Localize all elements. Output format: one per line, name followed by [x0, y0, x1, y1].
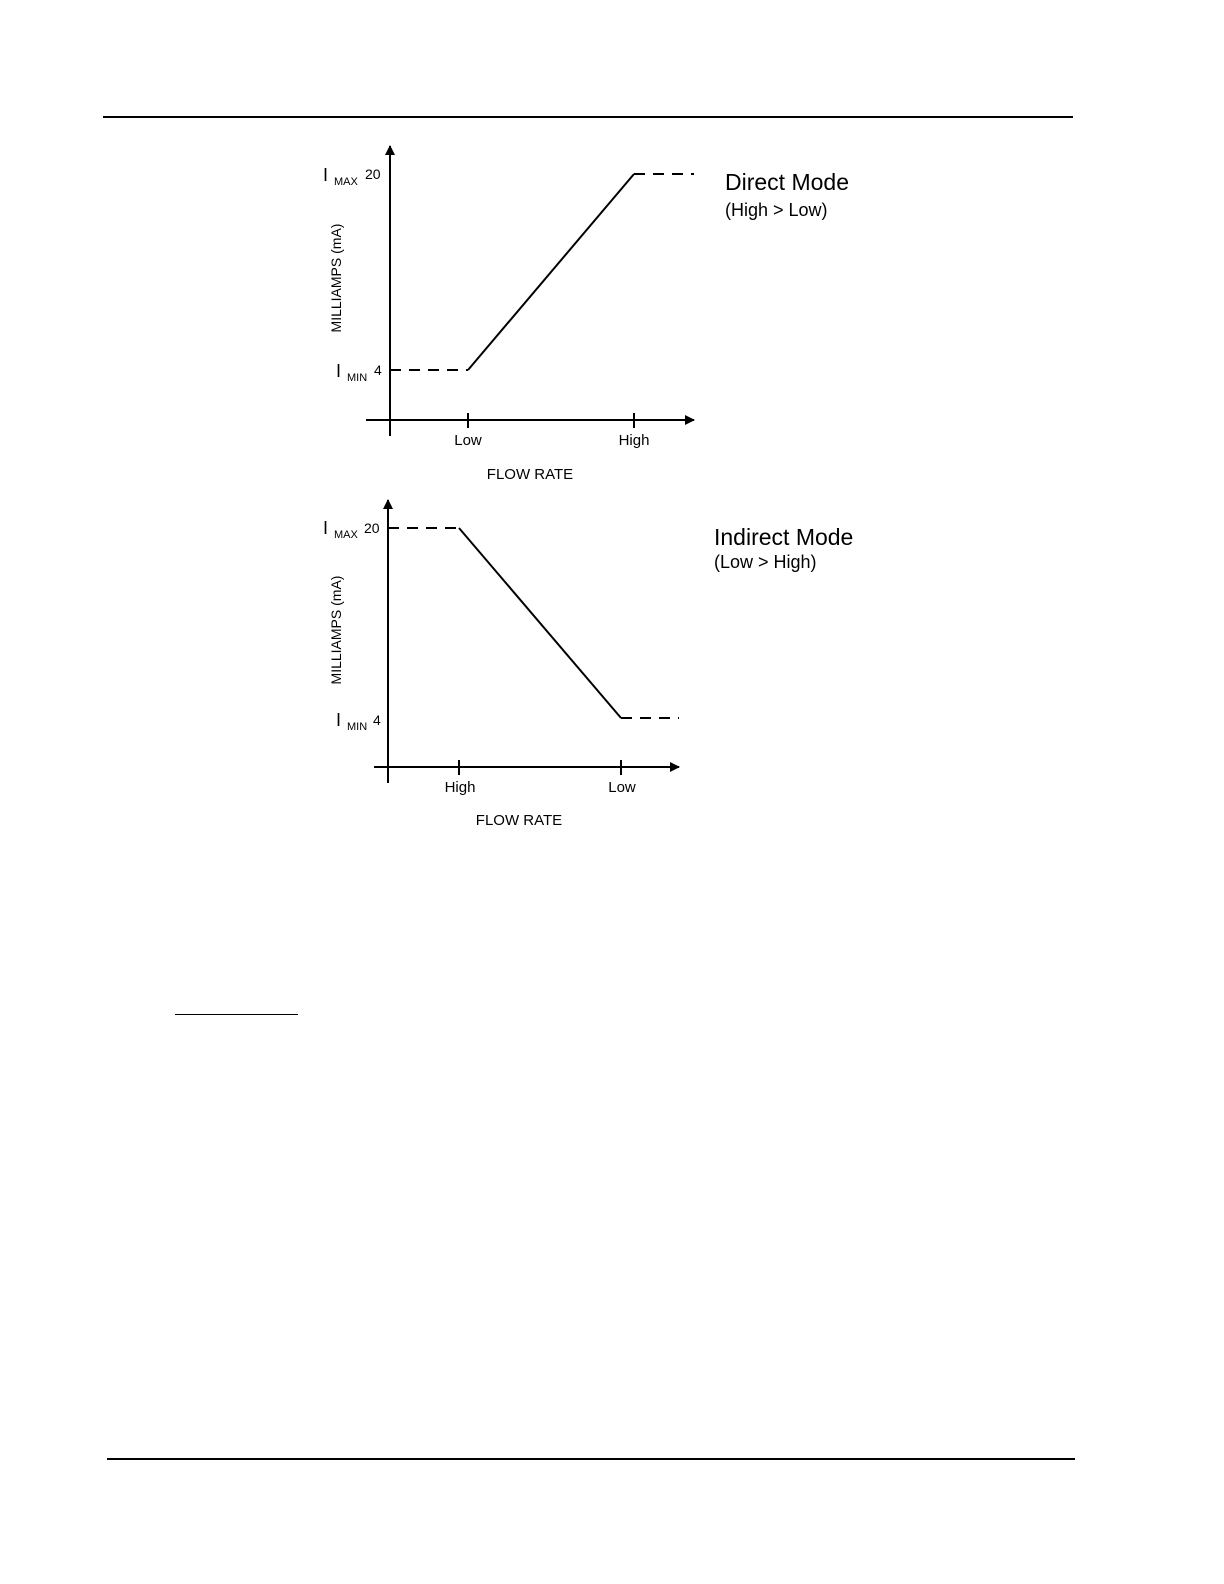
- indirect-ymin-sub: MIN: [347, 721, 368, 733]
- indirect-x-axis-label: FLOW RATE: [475, 812, 563, 829]
- direct-series-segment-1: [468, 174, 634, 370]
- direct-xtick-label-high: High: [618, 432, 650, 449]
- direct-y-axis-label: MILLIAMPS (mA): [328, 223, 344, 333]
- indirect-ymax-value: 20: [364, 520, 380, 536]
- direct-ymax-symbol: I: [323, 165, 329, 185]
- indirect-mode-title: Indirect Mode: [714, 524, 854, 550]
- indirect-ymin-symbol: I: [336, 710, 342, 730]
- direct-mode-subtitle: (High > Low): [725, 200, 828, 220]
- indirect-xtick-label-high: High: [444, 779, 476, 796]
- indirect-series-segment-1: [459, 528, 621, 718]
- direct-ymax-sub: MAX: [334, 176, 358, 188]
- indirect-mode-chart: [323, 500, 853, 829]
- direct-ymin-symbol: I: [336, 361, 342, 381]
- indirect-mode-subtitle: (Low > High): [714, 552, 817, 572]
- indirect-y-axis-label: MILLIAMPS (mA): [328, 575, 344, 685]
- direct-x-axis-label: FLOW RATE: [486, 466, 574, 483]
- indirect-ymax-sub: MAX: [334, 529, 358, 541]
- direct-mode-chart: [323, 146, 849, 483]
- direct-xtick-label-low: Low: [454, 432, 482, 449]
- direct-series: [390, 174, 694, 370]
- indirect-xtick-label-low: Low: [608, 779, 636, 796]
- direct-ymin-sub: MIN: [347, 372, 368, 384]
- indirect-ymin-value: 4: [373, 712, 381, 728]
- direct-ymax-value: 20: [365, 166, 381, 182]
- direct-ymin-value: 4: [374, 362, 382, 378]
- direct-mode-title: Direct Mode: [725, 169, 849, 195]
- indirect-series: [388, 528, 679, 718]
- indirect-ymax-symbol: I: [323, 518, 329, 538]
